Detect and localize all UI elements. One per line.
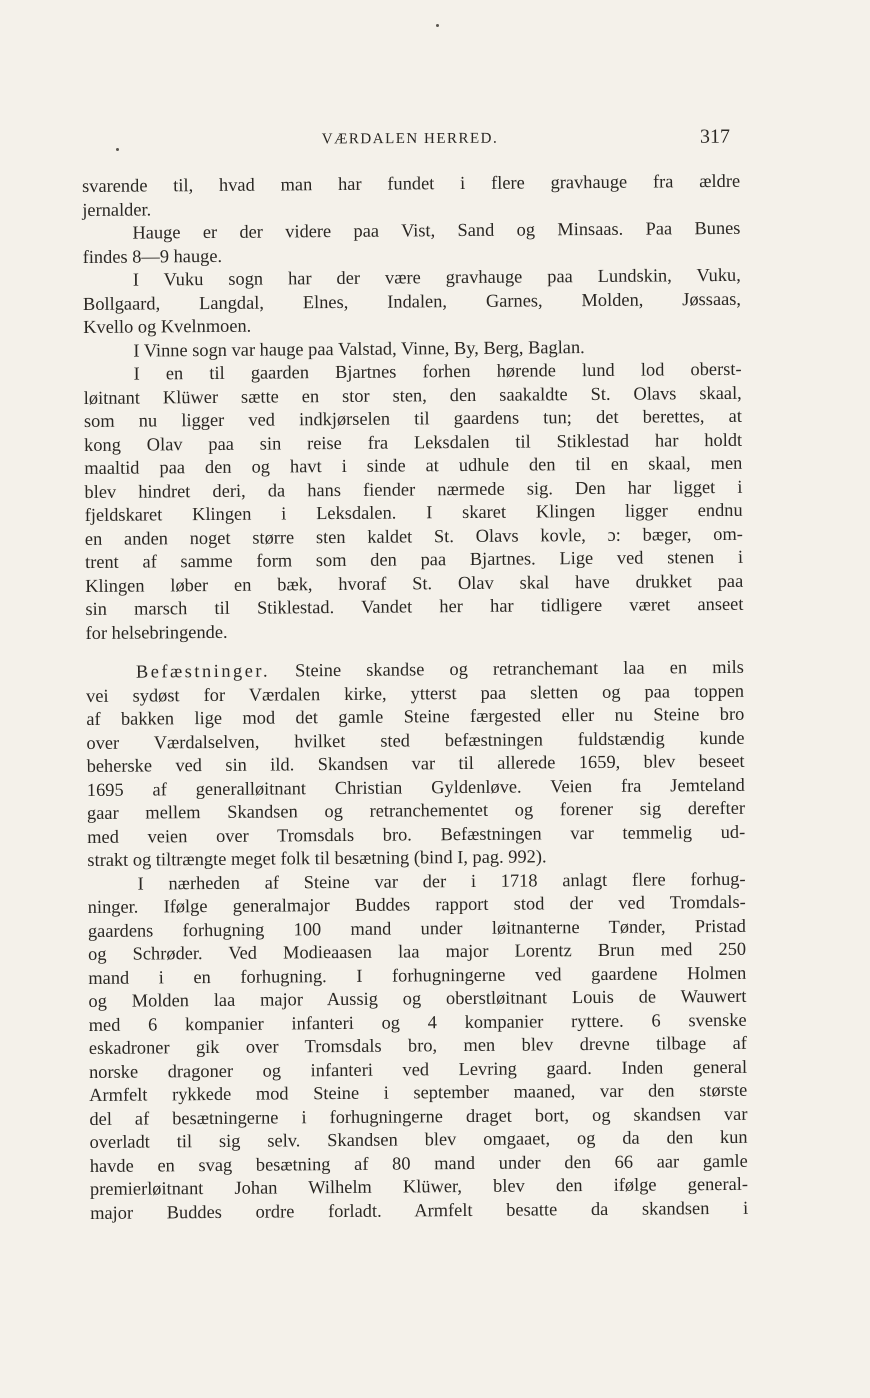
text-line: eskadroner gik over Tromsdals bro, men blev drevne tilbage af [88,1032,747,1058]
text-line: svarende til, hvad man har fundet i flere gravhauge fra ældre [82,170,741,196]
text-line: af bakken lige mod det gamle Steine færgested eller nu Steine bro [86,703,745,729]
text-line: fjeldskaret Klingen i Leksdalen. I skaret Klingen ligger endnu [84,499,743,525]
text-line: maaltid paa den og havt i sinde at udhule den til en skaal, men [84,452,743,478]
text-line: med veien over Tromsdals bro. Befæstningen var temmelig ud- [87,821,746,847]
text-line: Hauge er der videre paa Vist, Sand og Minsaas. Paa Bunes [132,217,741,243]
page-number: 317 [699,125,731,148]
section-heading: Befæstninger. [135,660,271,682]
text-line: I en til gaarden Bjartnes forhen hørende lund lod oberst- [133,358,742,384]
text-line: sin marsch til Stiklestad. Vandet her har tidligere været anseet [85,593,744,619]
text-line: premierløitnant Johan Wilhelm Klüwer, blev den ifølge general- [89,1173,749,1199]
text-line: trent af samme form som den paa Bjartnes. Lige ved stenen i [84,546,744,572]
text-line: mand i en forhugning. I forhugningerne ved gaardene Holmen [88,962,747,988]
text-line: Bollgaard, Langdal, Elnes, Indalen, Garnes, Molden, Jøssaas, [82,288,742,314]
text-line: overladt til sig selv. Skandsen blev omgaaet, og da den kun [89,1126,748,1152]
text-line: og Schrøder. Ved Modieaasen laa major Lorentz Brun med 250 [88,938,747,964]
text-line: vei sydøst for Værdalen kirke, ytterst paa sletten og paa toppen [86,680,745,706]
text-line: findes 8—9 hauge. [82,245,223,267]
text-line: norske dragoner og infanteri ved Levring gaard. Inden general [88,1056,748,1082]
text-line: ninger. Ifølge generalmajor Buddes rapport stod der ved Tromdals- [87,891,746,917]
text-line: I Vuku sogn har der være gravhauge paa Lundskin, Vuku, [132,264,741,290]
text-line: 1695 af generalløitnant Christian Gyldenløve. Veien fra Jemteland [86,774,745,800]
text-line: strakt og tiltrængte meget folk til besætning (bind I, pag. 992). [87,846,547,870]
paper-speck [436,24,439,27]
text-line: Kvello og Kvelnmoen. [83,315,252,337]
text-line: for helsebringende. [85,621,228,643]
text-line: og Molden laa major Aussig og oberstløitnant Louis de Wauwert [88,985,747,1011]
paragraph-section [86,656,748,1225]
body-text [82,170,748,1225]
text-line: I Vinne sogn var hauge paa Valstad, Vinne, By, Berg, Baglan. [133,336,585,361]
text-line: blev hindret deri, da hans fiender nærmede sig. Den har ligget i [84,476,743,502]
text-line: som nu ligger ved indkjørselen til gaardens tun; det berettes, at [83,405,742,431]
text-line: havde en svag besætning af 80 mand under den 66 aar gamle [89,1150,748,1176]
text-line: Armfelt rykkede mod Steine i september maaned, var den største [89,1079,748,1105]
text-line: gaardens forhugning 100 mand under løitnanterne Tønder, Pristad [87,915,746,941]
text-line: major Buddes ordre forladt. Armfelt besatte da skandsen i [90,1197,749,1223]
text-line: Klingen løber en bæk, hvoraf St. Olav skal have drukket paa [85,570,744,596]
text-line: del af besætningerne i forhugningerne draget bort, og skandsen var [89,1103,748,1129]
text-line: løitnant Klüwer sætte en stor sten, den saakaldte St. Olavs skaal, [83,382,742,408]
paragraph-section [82,170,744,645]
text-line: gaar mellem Skandsen og retranchementet og forener sig derefter [86,797,746,823]
text-line: beherske ved sin ild. Skandsen var til allerede 1659, blev beseet [86,750,745,776]
line-text: Steine skandse og retranchemant laa en mils [269,656,744,681]
text-line: kong Olav paa sin reise fra Leksdalen til Stiklestad har holdt [84,429,743,455]
page-header [80,126,740,159]
text-line: jernalder. [82,198,152,220]
text-line: I nærheden af Steine var der i 1718 anlagt flere forhug- [137,868,746,894]
text-line: med 6 kompanier infanteri og 4 kompanier ryttere. 6 svenske [88,1009,747,1035]
running-title: VÆRDALEN HERRED. [321,130,499,148]
text-line: over Værdalselven, hvilket sted befæstningen fuldstændig kunde [86,727,745,753]
text-line: en anden noget større sten kaldet St. Olavs kovle, ɔ: bæger, om- [84,523,743,549]
